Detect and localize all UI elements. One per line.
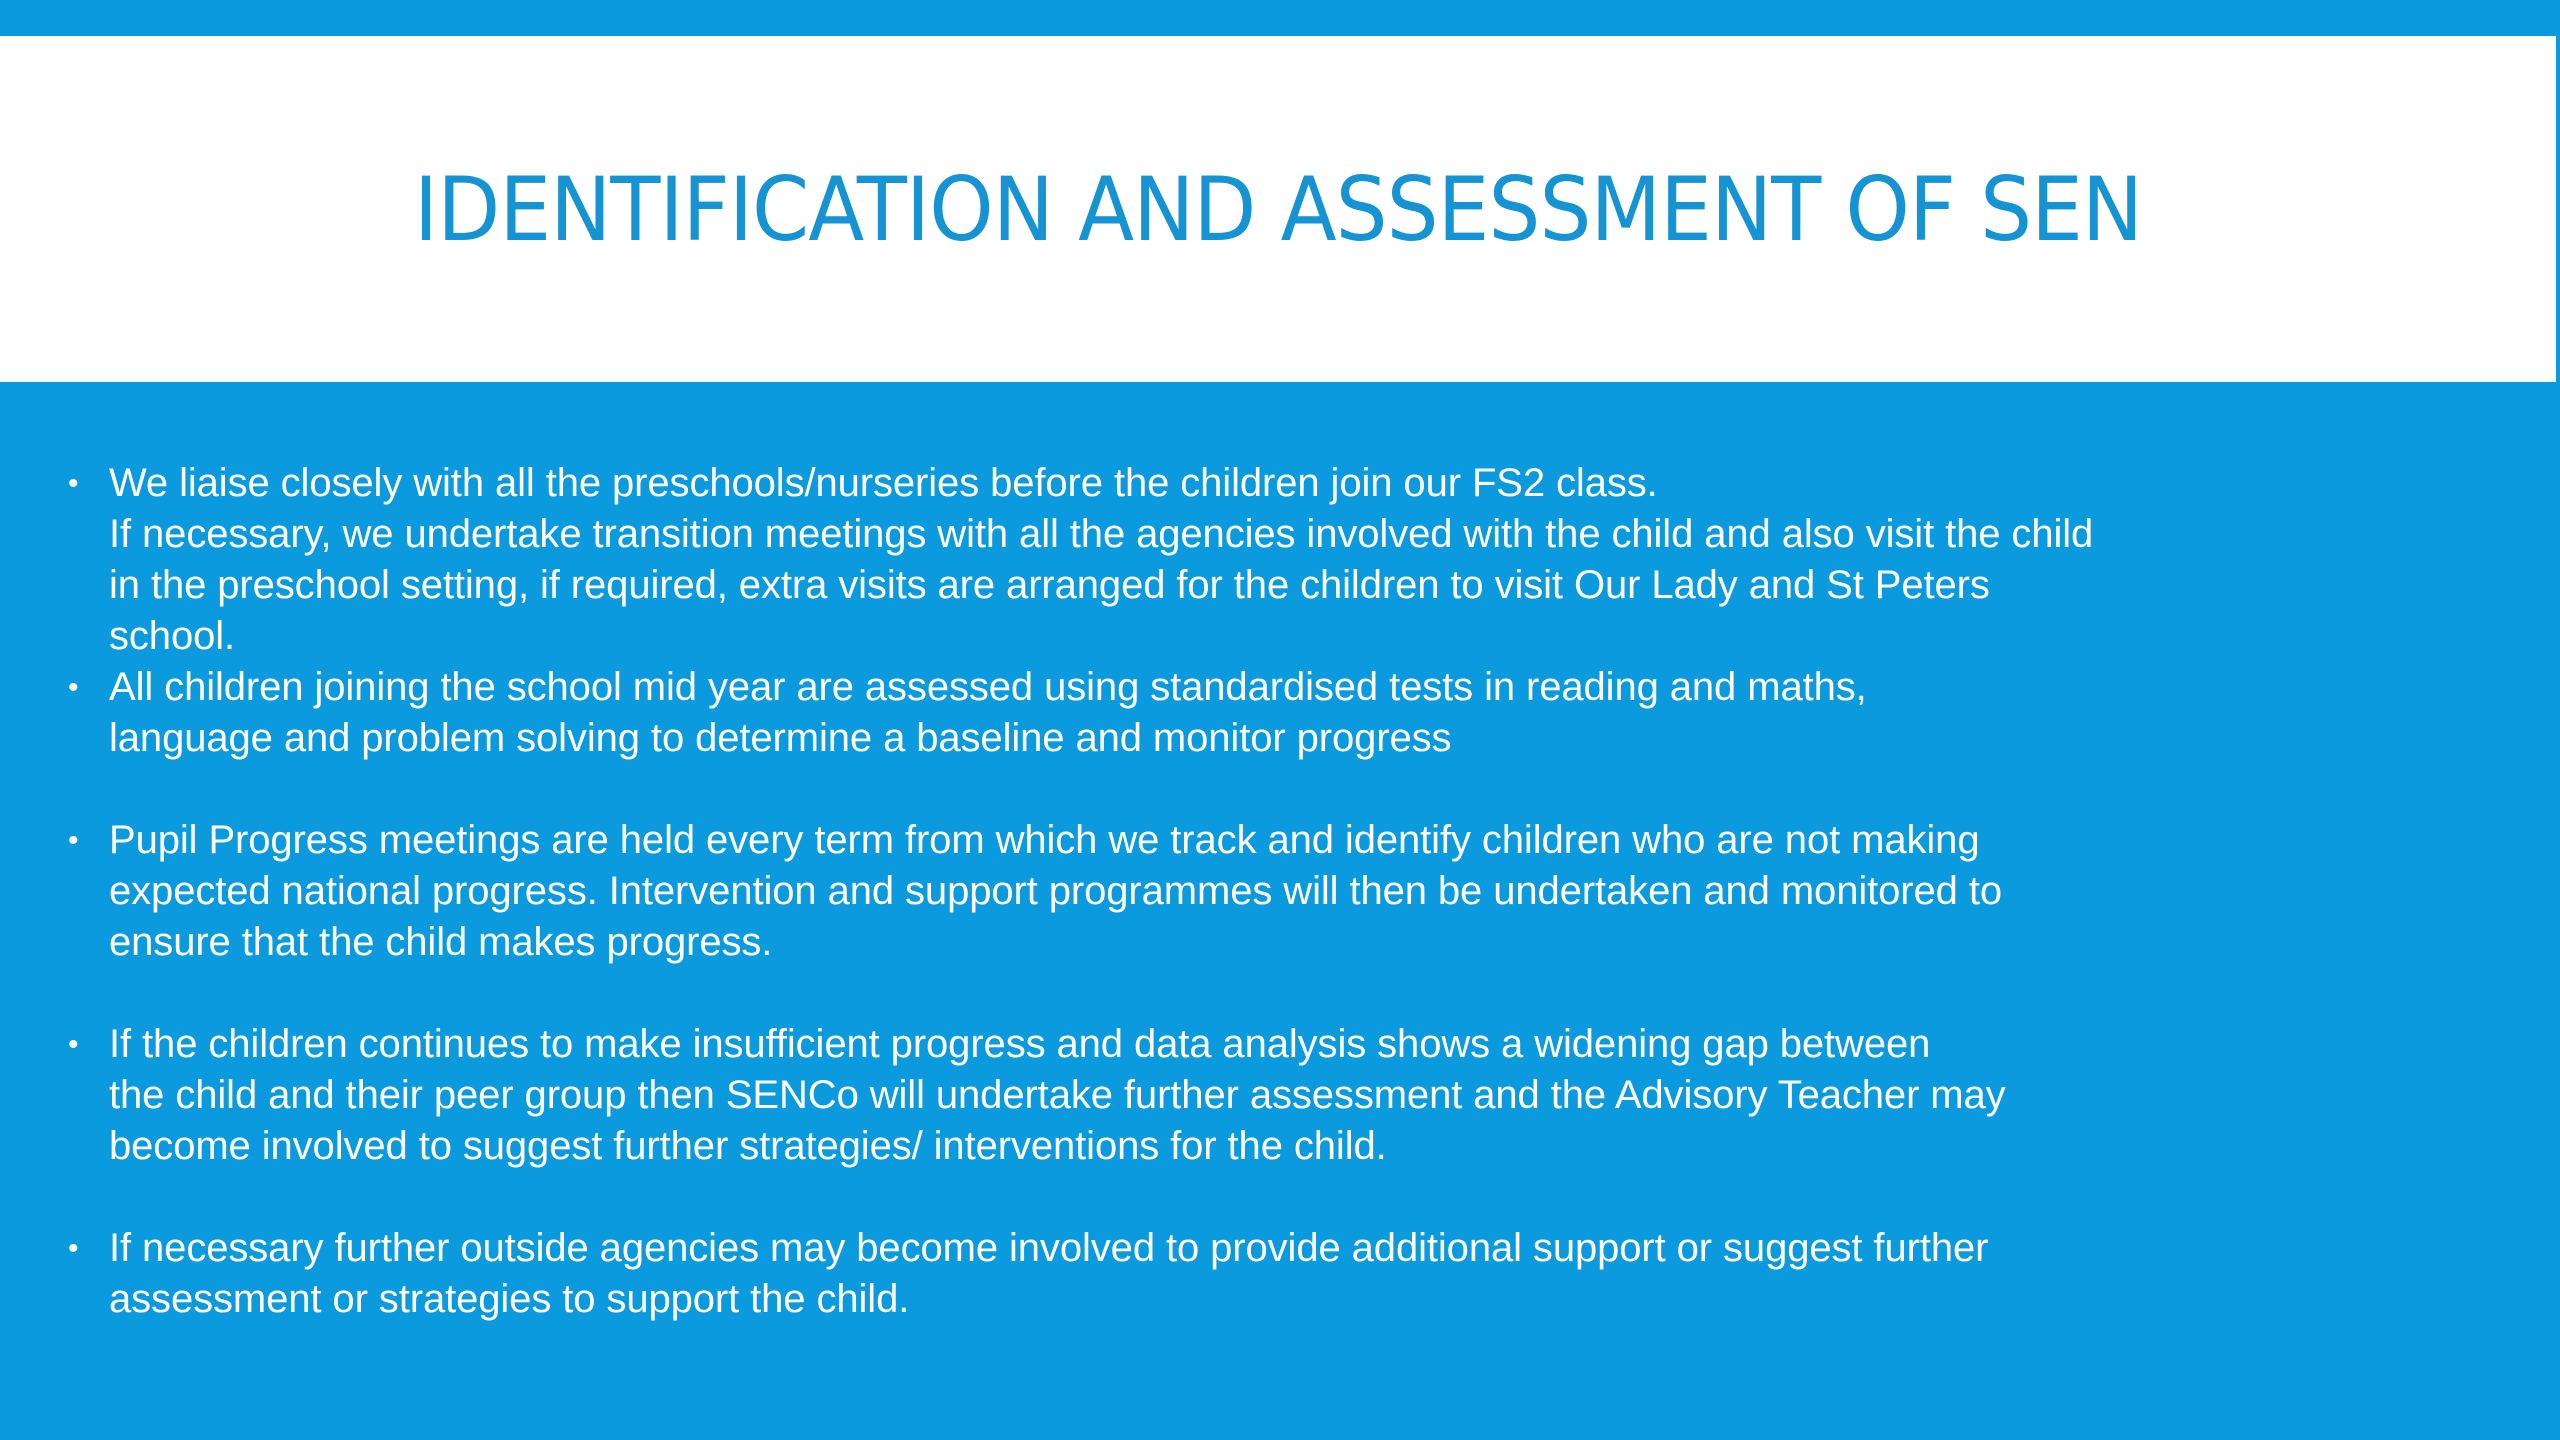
- bullet-line: expected national progress. Intervention and support programmes will then be undertaken and monitored to: [109, 869, 2002, 913]
- bullet-line: We liaise closely with all the preschools/nurseries before the children join our FS2 class.: [109, 461, 1658, 505]
- bullet-line: language and problem solving to determine a baseline and monitor progress: [109, 716, 1452, 760]
- bullet-item: [68, 1019, 2368, 1172]
- bullet-line: If necessary, we undertake transition meetings with all the agencies involved with the child and also visit the child: [109, 512, 2094, 556]
- bullet-marker: •: [68, 1028, 79, 1061]
- bullet-line: If the children continues to make insufficient progress and data analysis shows a widening gap between: [109, 1022, 1931, 1066]
- bullet-item: [68, 662, 2368, 764]
- bullet-line: All children joining the school mid year are assessed using standardised tests in reading and maths,: [109, 665, 1867, 709]
- slide-title: IDENTIFICATION AND ASSESSMENT OF SEN: [413, 157, 2143, 261]
- bullet-item: [68, 1223, 2368, 1325]
- bullet-marker: •: [68, 824, 79, 857]
- bullet-line: If necessary further outside agencies may become involved to provide additional support or suggest further: [109, 1226, 1989, 1270]
- bullet-item: [68, 815, 2368, 968]
- bullet-item: [68, 458, 2368, 662]
- bullet-line: the child and their peer group then SENCo will undertake further assessment and the Advisory Teacher may: [109, 1073, 2006, 1117]
- title-panel: [0, 36, 2556, 382]
- bullet-marker: •: [68, 1232, 79, 1265]
- bullet-line: school.: [109, 614, 236, 658]
- bullet-marker: •: [68, 467, 79, 500]
- bullet-list: [68, 458, 2368, 1325]
- bullet-line: ensure that the child makes progress.: [109, 920, 773, 964]
- bullet-line: assessment or strategies to support the child.: [109, 1277, 910, 1321]
- bullet-line: Pupil Progress meetings are held every term from which we track and identify children who are not making: [109, 818, 1980, 862]
- bullet-line: in the preschool setting, if required, extra visits are arranged for the children to visit Our Lady and St Peters: [109, 563, 1990, 607]
- bullet-marker: •: [68, 671, 79, 704]
- bullet-line: become involved to suggest further strategies/ interventions for the child.: [109, 1124, 1387, 1168]
